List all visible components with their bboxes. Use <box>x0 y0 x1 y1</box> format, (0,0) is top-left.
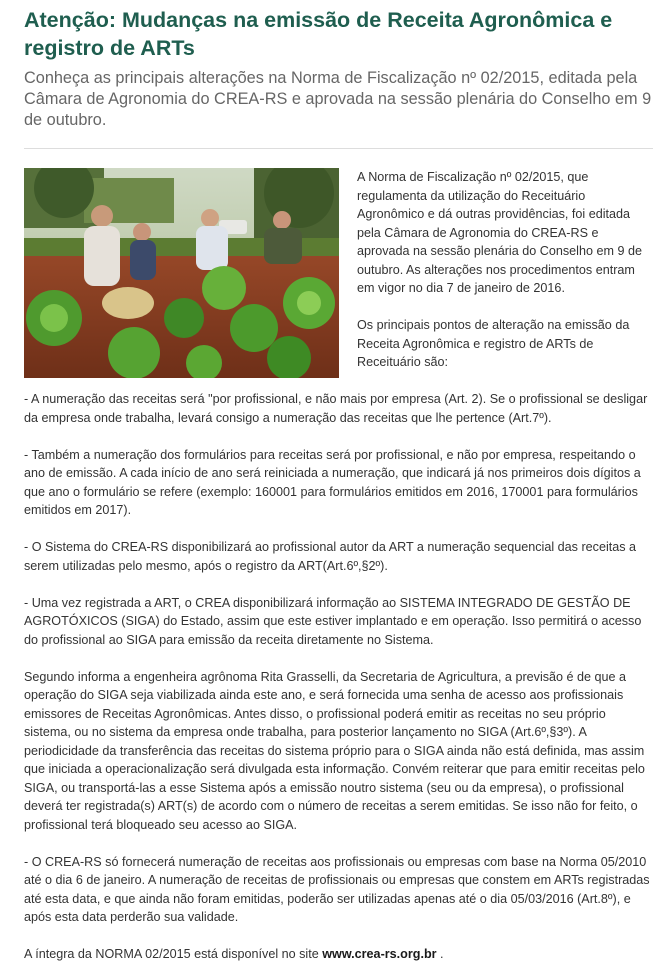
divider <box>24 148 653 149</box>
paragraph-siga-info: Segundo informa a engenheira agrônoma Rita Grasselli, da Secretaria de Agricultura, a previsão é de que a operação do SIGA seja viabilizada ainda este ano, e será fornecida uma senha de acesso aos profissionais emissores de Receitas Agronômicas. Antes disso, o profissional poderá emitir as receitas no seu próprio sistema, ou no sistema da empresa onde trabalha, para posterior lançamento no SIGA (Art.6º,§3º). A periodicidade da transferência das receitas do sistema próprio para o SIGA ainda não está definida, mas assim que iniciada a operacionalização será divulgada esta informação. Convém reiterar que para emitir receitas pelo SIGA, ou transportá-las a esse Sistema após a emissão noutro sistema (seu ou da empresa), o profissional deverá ter registrada(s) ART(s) de acordo com o número de receitas a serem emitidas. Se isso não for feito, o profissional terá bloqueado seu acesso ao SIGA. <box>24 669 645 832</box>
paragraph-point-4: - Uma vez registrada a ART, o CREA disponibilizará informação ao SISTEMA INTEGRADO DE GESTÃO DE AGROTÓXICOS (SIGA) do Estado, assim que este estiver implantado e em operação. Isso permitirá o acesso do profissional ao SIGA para emissão da receita diretamente no Sistema. <box>24 595 642 647</box>
footer-suffix: . <box>436 947 444 961</box>
article-title: Atenção: Mudanças na emissão de Receita Agronômica e registro de ARTs <box>24 8 613 60</box>
crea-site-link[interactable]: www.crea-rs.org.br <box>322 947 437 961</box>
paragraph-point-1: - A numeração das receitas será "por profissional, e não mais por empresa (Art. 2). Se o profissional se desligar da empresa onde trabalha, levará consigo a numeração das receitas que lhe pertence (Art.7º). <box>24 392 648 425</box>
paragraph-intro: A Norma de Fiscalização nº 02/2015, que regulamenta da utilização do Receituário Agronômico e dá outras providências, foi editada pela Câmara de Agronomia do CREA-RS e aprovada na sessão plenária do Conselho em 9 de outubro. As alterações nos procedimentos entram em vigor no dia 7 de janeiro de 2016. <box>357 170 642 295</box>
paragraph-point-3: - O Sistema do CREA-RS disponibilizará ao profissional autor da ART a numeração sequencial das receitas a serem utilizadas pelo mesmo, após o registro da ART(Art.6º,§2º). <box>24 540 637 573</box>
paragraph-point-2: - Também a numeração dos formulários para receitas será por profissional, e não por empresa, respeitando o ano de emissão. A cada início de ano será reiniciada a numeração, que indicará já nos primeiros dois dígitos a que ano o formulário se refere (exemplo: 160001 para formulários emitidos em 2016, 170001 para formulários emitidos em 2017). <box>24 447 641 517</box>
footer-prefix: A íntegra da NORMA 02/2015 está disponível no site <box>24 947 323 961</box>
article-body <box>24 168 653 964</box>
farmers-in-vegetable-garden-photo <box>24 168 339 378</box>
paragraph-points-intro: Os principais pontos de alteração na emissão da Receita Agronômica e registro de ARTs de Receituário são: <box>357 318 630 369</box>
paragraph-point-5: - O CREA-RS só fornecerá numeração de receitas aos profissionais ou empresas com base na Norma 05/2010 até o dia 6 de janeiro. A numeração de receitas de profissionais ou empresas que constem em ARTs registradas até esta data, e que ainda não foram emitidas, poderão ser utilizadas apenas até o dia 05/03/2016 (Art.8º), e após esta data perderão sua validade. <box>24 854 650 924</box>
article-lead: Conheça as principais alterações na Norma de Fiscalização nº 02/2015, editada pela Câmara de Agronomia do CREA-RS e aprovada na sessão plenária do Conselho em 9 de outubro. <box>24 69 652 129</box>
paragraph-footer <box>24 945 653 964</box>
